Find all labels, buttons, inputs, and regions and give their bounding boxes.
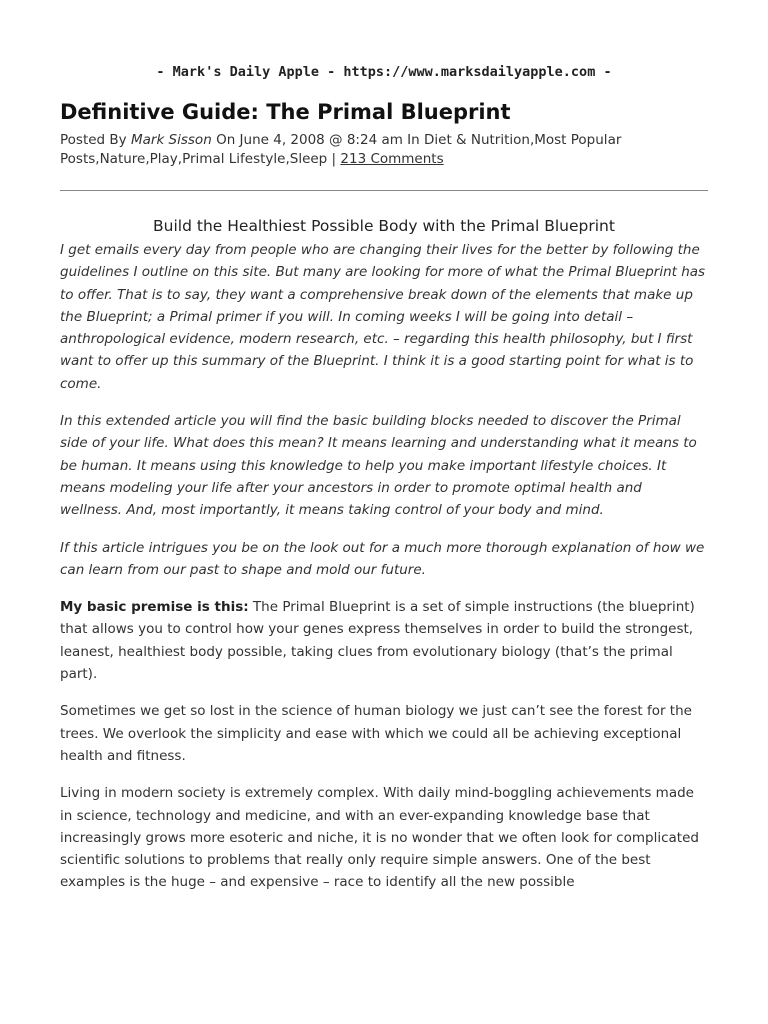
body-paragraph-5: Sometimes we get so lost in the science of human biology we just can’t see the forest for the trees. We overlook the simplicity and ease with which we could all be achieving exceptional health and fitness. [60,703,692,764]
premise-lead: My basic premise is this: [60,599,249,616]
intro-paragraph-1: I get emails every day from people who are changing their lives for the better by following the guidelines I outline on this site. But many are looking for more of what the Primal Blueprint has to offer. That is to say, they want a comprehensive break down of the elements that make up the Blueprint; a Primal primer if you will. In coming weeks I will be going into detail – anthropological evidence, modern research, etc. – regarding this health philosophy, but I first want to offer up this summary of the Blueprint. I think it is a good starting point for what is to come. [60,242,706,392]
intro-paragraph-3: If this article intrigues you be on the look out for a much more thorough explanation of how we can learn from our past to shape and mold our future. [60,539,705,578]
body-paragraph-6: Living in modern society is extremely complex. With daily mind-boggling achievements made in science, technology and medicine, and with an ever-expanding knowledge base that increasingly grows more esoteric and niche, it is no wonder that we often look for complicated scientific solutions to problems that really only require simple answers. One of the best examples is the huge – and expensive – race to identify all the new possible [60,785,699,891]
article-body [60,239,708,909]
site-header-line: - Mark's Daily Apple - https://www.marksdailyapple.com - [156,64,612,80]
premise-paragraph [60,596,708,685]
post-date-categories: On June 4, 2008 @ 8:24 am In Diet & Nutrition,Most Popular Posts,Nature,Play,Primal Lifestyle,Sleep | [60,132,622,167]
intro-paragraph-2: In this extended article you will find the basic building blocks needed to discover the Primal side of your life. What does this mean? It means learning and understanding what it means to be human. It means using this knowledge to help you make important lifestyle choices. It means modeling your life after your ancestors in order to promote optimal health and wellness. And, most importantly, it means taking control of your body and mind. [60,413,697,519]
article-subheading: Build the Healthiest Possible Body with the Primal Blueprint [153,217,615,235]
comments-link[interactable]: 213 Comments [340,151,444,167]
article-meta [60,131,708,169]
article-title: Definitive Guide: The Primal Blueprint [60,100,511,124]
posted-by-label: Posted By [60,132,127,148]
header-divider [60,190,708,191]
author-name: Mark Sisson [130,132,212,148]
premise-text: The Primal Blueprint is a set of simple instructions (the blueprint) that allows you to control how your genes express themselves in order to build the strongest, leanest, healthiest body possible, taking clues from evolutionary biology (that’s the primal part). [60,599,695,683]
